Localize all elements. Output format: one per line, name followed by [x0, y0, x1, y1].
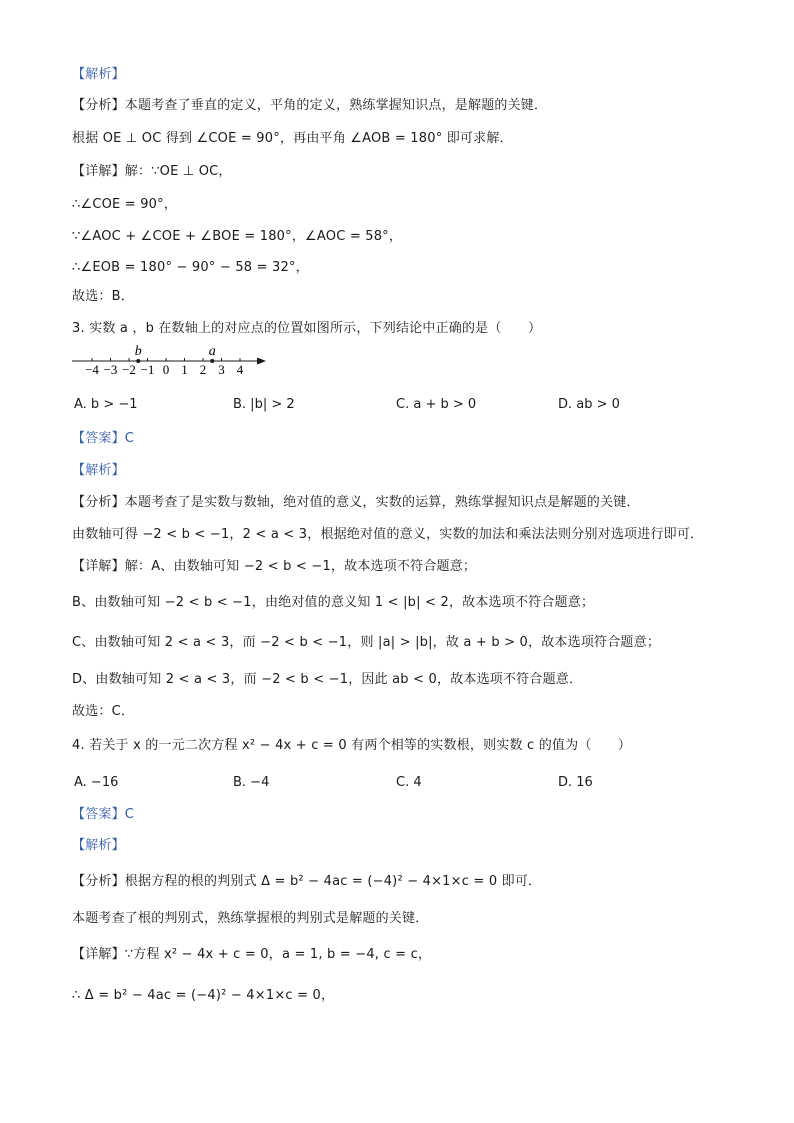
- analysis-line: 【分析】根据方程的根的判别式 Δ = b² − 4ac = (−4)² − 4×1×c = 0 即可．: [72, 874, 542, 889]
- number-line-tick-label: −4: [85, 362, 99, 375]
- point-a-dot: [210, 359, 214, 363]
- number-line-tick-label: 2: [199, 362, 207, 375]
- section-label-jiexi: 【解析】: [72, 463, 125, 478]
- q4-option-d: D. 16: [558, 775, 593, 790]
- q3-option-b: B. |b| > 2: [233, 397, 295, 412]
- number-line-tick-label: −1: [140, 362, 155, 375]
- step-line: ∴∠COE = 90°，: [72, 197, 178, 212]
- q3-option-a: A. b > −1: [74, 397, 138, 412]
- answer-choice-line: 故选：C．: [72, 704, 135, 719]
- number-line-arrow: [257, 358, 266, 365]
- number-line-tick-label: −3: [103, 362, 118, 375]
- detail-line: 【详解】解：A、由数轴可知 −2 < b < −1，故本选项不符合题意；: [72, 559, 477, 574]
- detail-line: 【详解】解：∵OE ⊥ OC，: [72, 164, 232, 179]
- option-b-analysis: B、由数轴可知 −2 < b < −1，由绝对值的意义知 1 < |b| < 2，故本选项不符合题意；: [72, 595, 595, 610]
- question-3-stem: 3. 实数 a ，b 在数轴上的对应点的位置如图所示，下列结论中正确的是（ ）: [72, 321, 542, 336]
- answer-label: 【答案】C: [72, 807, 135, 822]
- detail-line: 【详解】∵方程 x² − 4x + c = 0，a = 1, b = −4, c = c，: [72, 947, 432, 962]
- analysis-line: 【分析】本题考查了是实数与数轴，绝对值的意义，实数的运算，熟练掌握知识点是解题的关键．: [72, 495, 640, 510]
- point-a-label: a: [208, 344, 216, 359]
- q4-option-b: B. −4: [233, 775, 270, 790]
- step-line: ∴∠EOB = 180° − 90° − 58 = 32°，: [72, 260, 309, 275]
- number-line-tick-label: 3: [218, 362, 225, 375]
- answer-label: 【答案】C: [72, 431, 135, 446]
- question-4-stem: 4. 若关于 x 的一元二次方程 x² − 4x + c = 0 有两个相等的实数根，则实数 c 的值为（ ）: [72, 738, 632, 753]
- number-line-tick-label: 1: [181, 362, 188, 375]
- section-label-jiexi: 【解析】: [72, 67, 125, 82]
- q4-option-c: C. 4: [396, 775, 422, 790]
- q4-option-a: A. −16: [74, 775, 119, 790]
- q3-option-c: C. a + b > 0: [396, 397, 477, 412]
- option-c-analysis: C、由数轴可知 2 < a < 3，而 −2 < b < −1，则 |a| > |b|，故 a + b > 0，故本选项符合题意；: [72, 635, 661, 650]
- answer-choice-line: 故选：B．: [72, 289, 134, 304]
- summary-line: 本题考查了根的判别式，熟练掌握根的判别式是解题的关键．: [72, 911, 429, 926]
- number-line-tick-label: −2: [122, 362, 136, 375]
- analysis-line: 【分析】本题考查了垂直的定义，平角的定义，熟练掌握知识点，是解题的关键．: [72, 98, 548, 113]
- number-line-figure: [70, 341, 280, 375]
- solution-text-line: 根据 OE ⊥ OC 得到 ∠COE = 90°，再由平角 ∠AOB = 180° 即可求解．: [72, 131, 513, 146]
- option-d-analysis: D、由数轴可知 2 < a < 3，而 −2 < b < −1，因此 ab < 0，故本选项不符合题意．: [72, 672, 583, 687]
- point-b-label: b: [134, 344, 142, 359]
- q3-option-d: D. ab > 0: [558, 397, 620, 412]
- solution-text-line: 由数轴可得 −2 < b < −1，2 < a < 3，根据绝对值的意义，实数的加法和乘法法则分别对选项进行即可．: [72, 527, 704, 542]
- number-line-tick-label: 4: [236, 362, 244, 375]
- point-b-dot: [136, 359, 140, 363]
- step-line: ∵∠AOC + ∠COE + ∠BOE = 180°，∠AOC = 58°，: [72, 229, 403, 244]
- number-line-tick-label: 0: [162, 362, 170, 375]
- step-line: ∴ Δ = b² − 4ac = (−4)² − 4×1×c = 0，: [72, 988, 335, 1003]
- section-label-jiexi: 【解析】: [72, 838, 125, 853]
